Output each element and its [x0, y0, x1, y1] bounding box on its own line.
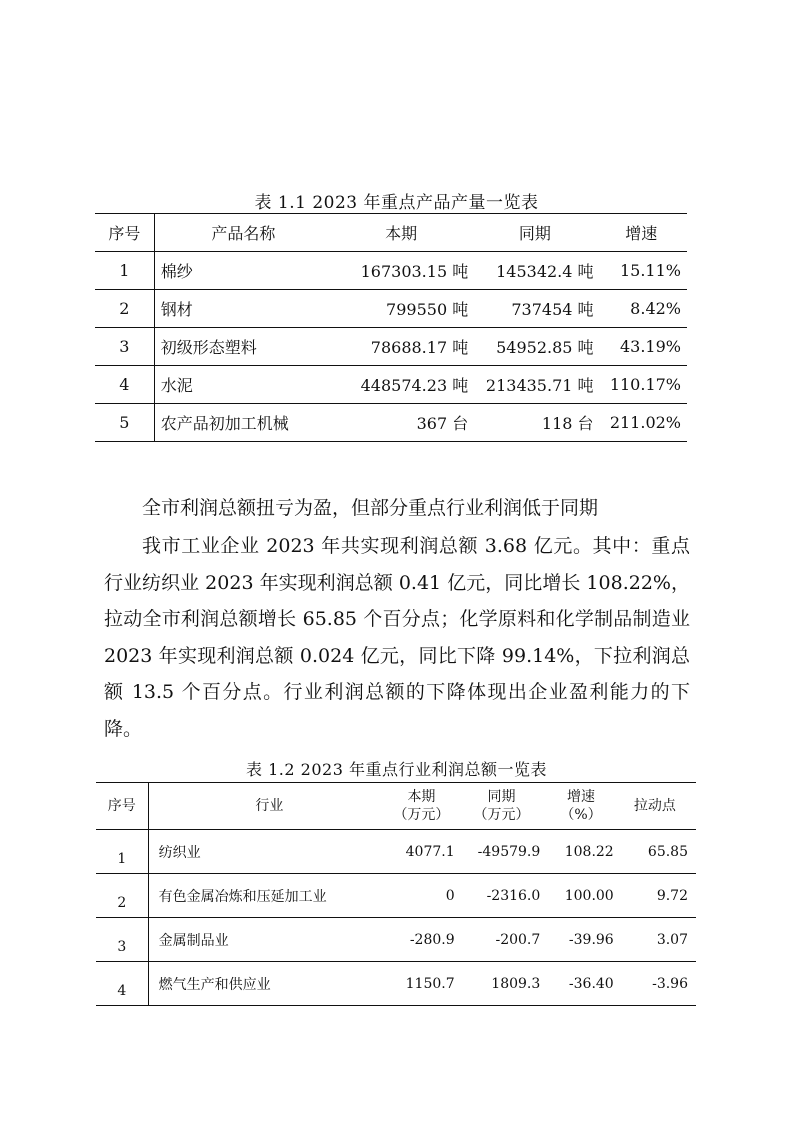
header-current: 本期	[330, 214, 472, 252]
cell-index: 5	[95, 404, 154, 442]
table-header-row	[95, 214, 687, 252]
cell-previous: 54952.85 吨	[472, 328, 597, 366]
header-current-unit: （万元）	[393, 807, 450, 823]
cell-current: 1150.7	[405, 975, 455, 992]
cell-previous: -200.7	[459, 918, 545, 962]
header-growth-label: 增速	[567, 789, 595, 805]
table-row	[95, 328, 687, 366]
cell-growth: 100.00	[544, 874, 617, 918]
cell-index: 3	[95, 328, 154, 366]
table-header-row	[96, 783, 696, 830]
cell-pull-points: -3.96	[652, 975, 688, 992]
cell-index: 2	[96, 874, 148, 918]
cell-index: 2	[95, 290, 154, 328]
table-row	[96, 830, 696, 874]
table-row	[96, 874, 696, 918]
table1-caption: 表 1.1 2023 年重点产品产量一览表	[254, 193, 539, 213]
header-previous: 同期	[472, 214, 597, 252]
cell-current: 167303.15 吨	[330, 252, 472, 290]
table-row	[95, 366, 687, 404]
table-row	[96, 962, 696, 1006]
cell-growth: 15.11%	[598, 252, 687, 290]
cell-product: 钢材	[154, 290, 330, 328]
header-pull-points: 拉动点	[618, 783, 696, 830]
header-previous-unit: （万元）	[473, 807, 530, 823]
cell-industry: 有色金属冶炼和压延加工业	[148, 874, 384, 918]
header-previous-label: 同期	[487, 789, 516, 805]
cell-growth: 110.17%	[598, 366, 687, 404]
section-heading: 全市利润总额扭亏为盈，但部分重点行业利润低于同期	[142, 497, 599, 519]
cell-index: 4	[96, 962, 148, 1006]
product-output-table	[95, 213, 687, 442]
header-product-name: 产品名称	[154, 214, 330, 252]
cell-product: 水泥	[154, 366, 330, 404]
table-row	[95, 404, 687, 442]
cell-industry: 纺织业	[148, 830, 384, 874]
table-row	[95, 290, 687, 328]
cell-previous: 213435.71 吨	[472, 366, 597, 404]
cell-previous: -49579.9	[459, 830, 545, 874]
cell-current: 448574.23 吨	[330, 366, 472, 404]
cell-pull-points: 3.07	[618, 918, 696, 962]
cell-current: 4077.1	[384, 830, 458, 874]
cell-previous: -2316.0	[459, 874, 545, 918]
cell-current: 367 台	[416, 414, 469, 433]
cell-growth: 8.42%	[598, 290, 687, 328]
body-paragraph: 我市工业企业 2023 年共实现利润总额 3.68 亿元。其中：重点行业纺织业 2023 年实现利润总额 0.41 亿元，同比增长 108.22%，拉动全市利润总额增长 65.85 个百分点；化学原料和化学制品制造业 2023 年实现利润总额 0.024 亿元，同比下降 99.14%，下拉利润总额 13.5 个百分点。行业利润总额的下降体现出企业盈利能力的下降。	[104, 535, 690, 740]
cell-growth: -39.96	[544, 918, 617, 962]
cell-product: 农产品初加工机械	[160, 414, 289, 433]
cell-growth: 211.02%	[609, 413, 681, 432]
cell-pull-points: 65.85	[618, 830, 696, 874]
cell-index: 1	[96, 830, 148, 874]
header-growth: 增速	[598, 214, 687, 252]
header-index: 序号	[96, 783, 148, 830]
cell-current: 0	[384, 874, 458, 918]
header-growth	[544, 783, 617, 830]
table-row	[96, 918, 696, 962]
cell-previous: 1809.3	[491, 975, 541, 992]
cell-growth: 43.19%	[598, 328, 687, 366]
header-current-label: 本期	[407, 789, 436, 805]
table-row	[95, 252, 687, 290]
header-industry: 行业	[148, 783, 384, 830]
cell-index: 3	[96, 918, 148, 962]
cell-product: 初级形态塑料	[154, 328, 330, 366]
cell-current: -280.9	[384, 918, 458, 962]
header-growth-unit: （%）	[560, 807, 602, 823]
cell-industry: 金属制品业	[148, 918, 384, 962]
table2-caption: 表 1.2 2023 年重点行业利润总额一览表	[246, 760, 547, 779]
cell-current: 799550 吨	[330, 290, 472, 328]
cell-growth: 108.22	[544, 830, 617, 874]
cell-previous: 145342.4 吨	[472, 252, 597, 290]
cell-index: 1	[95, 252, 154, 290]
industry-profit-table	[96, 782, 696, 1006]
header-index: 序号	[95, 214, 154, 252]
cell-product: 棉纱	[154, 252, 330, 290]
cell-current: 78688.17 吨	[330, 328, 472, 366]
cell-growth: -36.40	[568, 975, 614, 992]
header-current	[384, 783, 458, 830]
cell-industry: 燃气生产和供应业	[158, 976, 271, 993]
cell-pull-points: 9.72	[618, 874, 696, 918]
header-previous	[459, 783, 545, 830]
cell-previous: 118 台	[541, 414, 594, 433]
cell-previous: 737454 吨	[472, 290, 597, 328]
cell-index: 4	[95, 366, 154, 404]
